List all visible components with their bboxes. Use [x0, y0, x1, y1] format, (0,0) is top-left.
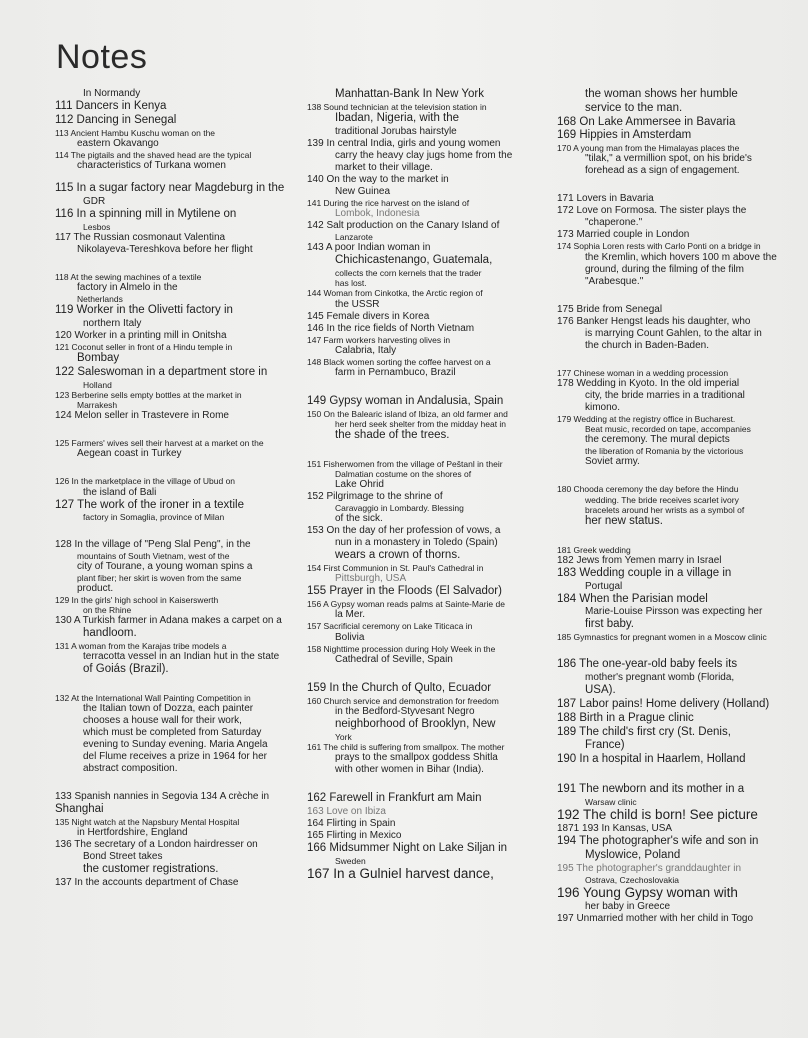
note-continuation: is marrying Count Gahlen, to the altar in — [585, 327, 762, 339]
note-continuation: "tilak," a vermillion spot, on his bride's — [585, 153, 752, 165]
note-continuation: Cathedral of Seville, Spain — [335, 653, 453, 665]
note-text: 118 At the sewing machines of a textile — [55, 271, 202, 282]
note-entry — [307, 357, 547, 379]
note-text: 132 At the International Wall Painting Competition in — [55, 693, 251, 704]
note-text: 162 Farewell in Frankfurt am Main — [307, 791, 482, 804]
note-text: 184 When the Parisian model — [557, 592, 708, 605]
note-continuation: New Guinea — [335, 185, 391, 197]
note-entry — [307, 335, 547, 357]
note-text: 144 Woman from Cinkotka, the Arctic region of — [307, 288, 483, 299]
note-text: 179 Wedding at the registry office in Bucharest. — [557, 413, 736, 424]
note-text: 165 Flirting in Mexico — [307, 829, 402, 841]
note-entry — [307, 311, 547, 323]
note-continuation: Sweden — [335, 855, 366, 866]
note-entry — [557, 726, 797, 754]
note-text: 172 Love on Formosa. The sister plays the — [557, 205, 747, 217]
note-continuation: Lake Ohrid — [335, 479, 384, 491]
note-continuation: prays to the smallpox goddess Shitla — [335, 751, 498, 763]
note-continuation: Dalmatian costume on the shores of — [335, 469, 472, 480]
note-continuation: USA). — [585, 684, 616, 697]
note-continuation: Marrakesh — [77, 400, 118, 411]
note-text: 188 Birth in a Prague clinic — [557, 711, 694, 724]
note-text: 197 Unmarried mother with her child in Togo — [557, 913, 754, 925]
note-text: 115 In a sugar factory near Magdeburg in the — [55, 181, 285, 194]
note-entry — [557, 143, 797, 177]
note-continuation: GDR — [83, 195, 106, 207]
note-continuation: first baby. — [585, 618, 634, 631]
note-entry — [557, 116, 797, 130]
note-continuation: of the sick. — [335, 513, 383, 525]
note-text: 119 Worker in the Olivetti factory in — [55, 304, 233, 317]
note-entry — [557, 316, 797, 352]
note-entry — [557, 807, 797, 823]
note-text: 196 Young Gypsy woman with — [557, 884, 738, 900]
note-continuation: Soviet army. — [585, 456, 640, 468]
note-continuation: factory in Somaglia, province of Milan — [83, 512, 225, 523]
note-entry — [55, 410, 300, 422]
note-entry — [55, 114, 300, 128]
note-continuation: abstract composition. — [83, 763, 178, 775]
note-continuation: neighborhood of Brooklyn, New — [335, 717, 496, 730]
note-continuation: Chichicastenango, Guatemala, — [335, 254, 493, 267]
note-text: 128 In the village of "Peng Slal Peng", in the — [55, 538, 251, 550]
note-continuation: Myslowice, Poland — [585, 848, 681, 861]
note-continuation: Marie-Louise Pirsson was expecting her — [585, 606, 763, 618]
note-entry — [557, 229, 797, 241]
note-entry — [557, 593, 797, 633]
note-continuation: "Arabesque." — [585, 275, 644, 287]
notes-column-2 — [307, 88, 547, 882]
note-text: 142 Salt production on the Canary Island of — [307, 219, 500, 231]
note-entry — [557, 885, 797, 913]
note-text: 138 Sound technician at the television station in — [307, 101, 487, 112]
note-entry — [55, 208, 300, 232]
note-entry — [55, 232, 300, 256]
note-text: 169 Hippies in Amsterdam — [557, 129, 692, 142]
note-text: 1871 193 In Kansas, USA — [557, 823, 673, 835]
note-entry — [307, 742, 547, 776]
note-continuation: kimono. — [585, 401, 621, 413]
note-text: 117 The Russian cosmonaut Valentina — [55, 231, 226, 243]
note-text: 154 First Communion in St. Paul's Cathedral in — [307, 563, 484, 574]
note-text: In Normandy — [83, 88, 141, 99]
note-text: 161 The child is suffering from smallpox. The mother — [307, 741, 505, 752]
note-entry — [307, 88, 547, 102]
note-entry — [557, 658, 797, 698]
note-entry — [307, 409, 547, 443]
note-continuation: plant fiber; her skirt is woven from the same — [77, 572, 242, 583]
note-continuation: York — [335, 731, 352, 742]
note-text: 180 Chooda ceremony the day before the Hindu — [557, 484, 739, 495]
note-text: 159 In the Church of Qulto, Ecuador — [307, 681, 492, 694]
note-entry — [55, 839, 300, 877]
note-entry — [55, 330, 300, 342]
note-continuation: Calabria, Italy — [335, 344, 397, 356]
note-text: 123 Berberine sells empty bottles at the market in — [55, 389, 242, 400]
note-entry — [557, 753, 797, 767]
note-continuation: bracelets around her wrists as a symbol of — [585, 504, 745, 515]
note-text: 185 Gymnastics for pregnant women in a Moscow clinic — [557, 632, 767, 643]
note-text: 143 A poor Indian woman in — [307, 242, 431, 254]
note-text: 156 A Gypsy woman reads palms at Sainte-Marie de — [307, 599, 505, 610]
note-continuation: wedding. The bride receives scarlet ivory — [585, 494, 739, 505]
notes-column-3 — [557, 88, 797, 925]
note-continuation: the customer registrations. — [83, 863, 219, 876]
note-continuation: carry the heavy clay jugs home from the — [335, 149, 513, 161]
note-continuation: Holland — [83, 379, 112, 390]
note-continuation: Pittsburgh, USA — [335, 573, 407, 585]
note-continuation: France) — [585, 739, 625, 752]
note-entry — [307, 288, 547, 310]
note-text: 145 Female divers in Korea — [307, 310, 430, 322]
note-entry — [557, 567, 797, 593]
note-text: 158 Nighttime procession during Holy Week in the — [307, 643, 496, 654]
note-continuation: farm in Pernambuco, Brazil — [335, 366, 456, 378]
note-entry — [55, 791, 300, 817]
note-entry — [557, 241, 797, 287]
note-continuation: service to the man. — [585, 101, 683, 114]
note-continuation: collects the corn kernels that the trader — [335, 267, 482, 278]
note-continuation: del Flume receives a prize in 1964 for her — [83, 751, 267, 763]
note-continuation: Ostrava, Czechoslovakia — [585, 874, 680, 885]
note-entry — [557, 823, 797, 835]
note-entry — [55, 366, 300, 390]
note-text: 183 Wedding couple in a village in — [557, 566, 732, 579]
page-title: Notes — [56, 38, 148, 76]
note-entry — [557, 484, 797, 528]
note-continuation: evening to Sunday evening. Maria Angela — [83, 739, 268, 751]
note-text: 124 Melon seller in Trastevere in Rome — [55, 410, 229, 422]
note-text: 177 Chinese woman in a wedding procession — [557, 367, 729, 378]
note-entry — [55, 272, 300, 304]
note-entry — [557, 698, 797, 712]
note-text: 148 Black women sorting the coffee harvest on a — [307, 356, 491, 367]
note-continuation: Netherlands — [77, 293, 123, 304]
note-continuation: la Mer. — [335, 609, 366, 621]
note-text: 122 Saleswoman in a department store in — [55, 365, 268, 378]
note-continuation: Portugal — [585, 580, 623, 592]
note-entry — [307, 792, 547, 806]
note-text: Manhattan-Bank In New York — [335, 88, 484, 100]
note-text: 112 Dancing in Senegal — [55, 113, 177, 126]
note-entry — [55, 150, 300, 172]
note-entry — [55, 817, 300, 839]
note-continuation: "chaperone." — [585, 217, 643, 229]
note-continuation: the liberation of Romania by the victorious — [585, 446, 744, 457]
note-continuation: wears a crown of thorns. — [335, 549, 461, 562]
note-entry — [55, 88, 300, 100]
note-continuation: city, the bride marries in a traditional — [585, 389, 745, 401]
note-continuation: handloom. — [83, 627, 137, 640]
note-text: 157 Sacrificial ceremony on Lake Titicaca in — [307, 621, 473, 632]
note-text: 195 The photographer's granddaughter in — [557, 862, 742, 874]
note-continuation: Lombok, Indonesia — [335, 207, 420, 219]
note-continuation: Bond Street takes — [83, 851, 163, 863]
note-entry — [55, 476, 300, 498]
note-entry — [557, 783, 797, 807]
note-text: 170 A young man from the Himalayas places the — [557, 143, 740, 154]
note-continuation: in Hertfordshire, England — [77, 827, 188, 839]
note-text: 194 The photographer's wife and son in — [557, 835, 759, 848]
note-continuation: northern Italy — [83, 317, 142, 329]
note-entry — [307, 818, 547, 830]
note-text: 141 During the rice harvest on the island of — [307, 197, 470, 208]
note-text: 173 Married couple in London — [557, 229, 690, 241]
note-continuation: the ceremony. The mural depicts — [585, 434, 730, 446]
note-entry — [307, 459, 547, 491]
note-entry — [557, 632, 797, 642]
note-text: 181 Greek wedding — [557, 544, 631, 555]
note-continuation: market to their village. — [335, 161, 433, 173]
note-text: 189 The child's first cry (St. Denis, — [557, 725, 731, 738]
note-text: 186 The one-year-old baby feels its — [557, 658, 738, 671]
note-continuation: traditional Jorubas hairstyle — [335, 125, 457, 137]
note-text: 178 Wedding in Kyoto. In the old imperial — [557, 377, 740, 389]
note-entry — [307, 102, 547, 138]
note-text: 150 On the Balearic island of Ibiza, an old farmer and — [307, 408, 508, 419]
note-text: 129 In the girls' high school in Kaiserswerth — [55, 595, 219, 605]
note-entry — [307, 696, 547, 742]
note-continuation: Lesbos — [83, 221, 111, 232]
note-entry — [307, 621, 547, 643]
note-text: 190 In a hospital in Haarlem, Holland — [557, 753, 746, 766]
note-text: 135 Night watch at the Napsbury Mental Hospital — [55, 817, 240, 828]
note-entry — [55, 390, 300, 410]
note-text: 155 Prayer in the Floods (El Salvador) — [307, 585, 502, 598]
note-text: 113 Ancient Hambu Kuschu woman on the — [55, 127, 216, 138]
note-entry — [55, 499, 300, 523]
note-entry — [307, 599, 547, 621]
note-entry — [557, 555, 797, 567]
note-text: 171 Lovers in Bavaria — [557, 193, 654, 205]
note-continuation: terracotta vessel in an Indian hut in the state — [83, 651, 280, 663]
note-continuation: Lanzarote — [335, 231, 373, 242]
note-continuation: Ibadan, Nigeria, with the — [335, 111, 460, 124]
note-entry — [55, 128, 300, 150]
note-continuation: nun in a monastery in Toledo (Spain) — [335, 537, 498, 549]
note-entry — [307, 174, 547, 198]
note-entry — [55, 595, 300, 615]
note-continuation: which must be completed from Saturday — [83, 727, 262, 739]
note-text: 126 In the marketplace in the village of Ubud on — [55, 476, 236, 487]
note-continuation: ground, during the filming of the film — [585, 263, 744, 275]
note-text: 136 The secretary of a London hairdresser on — [55, 839, 258, 851]
note-continuation: eastern Okavango — [77, 137, 159, 149]
note-entry — [307, 220, 547, 242]
note-entry — [557, 205, 797, 229]
note-entry — [55, 693, 300, 775]
note-text: 153 On the day of her profession of vows, a — [307, 525, 501, 537]
note-entry — [55, 539, 300, 595]
note-continuation: the Kremlin, which hovers 100 m above the — [585, 251, 777, 263]
note-entry — [55, 438, 300, 460]
note-continuation: with other women in Bihar (India). — [335, 763, 484, 775]
note-text: 120 Worker in a printing mill in Onitsha — [55, 329, 227, 341]
note-text: 163 Love on Ibiza — [307, 805, 386, 817]
note-entry — [307, 395, 547, 409]
note-text: 133 Spanish nannies in Segovia 134 A crèche in — [55, 791, 270, 803]
note-entry — [307, 323, 547, 335]
note-entry — [307, 682, 547, 696]
note-entry — [55, 641, 300, 677]
note-continuation: chooses a house wall for their work, — [83, 715, 242, 727]
note-entry — [557, 129, 797, 143]
note-continuation: the Italian town of Dozza, each painter — [83, 703, 254, 715]
note-entry — [307, 644, 547, 666]
note-text: 152 Pilgrimage to the shrine of — [307, 491, 443, 503]
note-entry — [55, 877, 300, 889]
note-continuation: product. — [77, 583, 114, 594]
note-continuation: Beat music, recorded on tape, accompanies — [585, 423, 751, 434]
note-text: 137 In the accounts department of Chase — [55, 877, 239, 889]
note-continuation: city of Tourane, a young woman spins a — [77, 560, 253, 572]
note-entry — [307, 830, 547, 842]
notes-column-1 — [55, 88, 300, 889]
note-continuation: the USSR — [335, 298, 380, 310]
note-text: 139 In central India, girls and young women — [307, 137, 501, 149]
note-text: 114 The pigtails and the shaved head are the typical — [55, 149, 252, 160]
note-text: 147 Farm workers harvesting olives in — [307, 334, 451, 345]
note-continuation: Warsaw clinic — [585, 796, 637, 807]
note-continuation: Bolivia — [335, 631, 365, 643]
note-continuation: Aegean coast in Turkey — [77, 448, 182, 460]
note-text: 174 Sophia Loren rests with Carlo Ponti on a bridge in — [557, 241, 761, 252]
note-text: 166 Midsummer Night on Lake Siljan in — [307, 841, 508, 854]
note-entry — [557, 835, 797, 863]
note-text: 131 A woman from the Karajas tribe models a — [55, 641, 227, 652]
note-text: 164 Flirting in Spain — [307, 817, 396, 829]
note-entry — [557, 545, 797, 555]
note-entry — [557, 913, 797, 925]
note-entry — [557, 88, 797, 116]
note-entry — [307, 563, 547, 585]
note-continuation: in the Bedford-Styvesant Negro — [335, 705, 475, 717]
note-continuation: the church in Baden-Baden. — [585, 339, 709, 351]
note-text: 125 Farmers' wives sell their harvest at a market on the — [55, 438, 264, 449]
note-entry — [55, 304, 300, 330]
note-entry — [307, 585, 547, 599]
note-entry — [55, 100, 300, 114]
note-continuation: the island of Bali — [83, 486, 157, 498]
note-text: 121 Coconut seller in front of a Hindu temple in — [55, 341, 233, 352]
note-entry — [307, 842, 547, 866]
note-entry — [557, 712, 797, 726]
note-continuation: her new status. — [585, 514, 663, 527]
note-text: 187 Labor pains! Home delivery (Holland) — [557, 698, 770, 711]
note-continuation: on the Rhine — [83, 605, 132, 616]
note-entry — [557, 863, 797, 885]
note-text: 192 The child is born! See picture — [557, 807, 758, 822]
note-entry — [55, 342, 300, 366]
note-entry — [557, 193, 797, 205]
note-text: 167 In a Gulniel harvest dance, — [307, 865, 494, 881]
note-text: 182 Jews from Yemen marry in Israel — [557, 554, 722, 566]
note-continuation: characteristics of Turkana women — [77, 159, 226, 171]
note-entry — [307, 806, 547, 818]
note-text: 160 Church service and demonstration for freedom — [307, 695, 499, 706]
note-entry — [557, 368, 797, 378]
note-continuation: her baby in Greece — [585, 901, 671, 913]
note-continuation: her herd seek shelter from the midday heat in — [335, 418, 507, 429]
note-text: 168 On Lake Ammersee in Bavaria — [557, 115, 736, 128]
note-entry — [55, 182, 300, 208]
note-entry — [307, 525, 547, 563]
note-entry — [55, 615, 300, 641]
note-continuation: Caravaggio in Lombardy. Blessing — [335, 503, 464, 514]
note-entry — [307, 491, 547, 525]
note-text: 116 In a spinning mill in Mytilene on — [55, 207, 237, 220]
note-text: 127 The work of the ironer in a textile — [55, 498, 245, 511]
note-text: 140 On the way to the market in — [307, 173, 449, 185]
note-entry — [307, 198, 547, 220]
note-continuation: Bombay — [77, 352, 120, 365]
note-continuation: Shanghai — [55, 803, 104, 816]
note-entry — [307, 138, 547, 174]
note-continuation: the shade of the trees. — [335, 429, 450, 442]
note-continuation: mountains of South Vietnam, west of the — [77, 550, 230, 561]
note-text: 175 Bride from Senegal — [557, 303, 663, 315]
note-entry — [557, 304, 797, 316]
note-text: 111 Dancers in Kenya — [55, 100, 167, 112]
note-entry — [307, 242, 547, 288]
note-entry — [557, 378, 797, 414]
note-text: 176 Banker Hengst leads his daughter, who — [557, 315, 751, 327]
note-text: 146 In the rice fields of North Vietnam — [307, 322, 475, 334]
note-continuation: Nikolayeva-Tereshkova before her flight — [77, 243, 253, 255]
note-continuation: mother's pregnant womb (Florida, — [585, 672, 735, 684]
note-continuation: forehead as a sign of engagement. — [585, 165, 740, 177]
note-entry — [307, 866, 547, 882]
note-text: 149 Gypsy woman in Andalusia, Spain — [307, 394, 504, 407]
note-continuation: factory in Almelo in the — [77, 281, 178, 293]
note-continuation: of Goiás (Brazil). — [83, 663, 169, 676]
note-text: 130 A Turkish farmer in Adana makes a carpet on a — [55, 615, 282, 627]
note-continuation: has lost. — [335, 278, 367, 289]
note-text: the woman shows her humble — [585, 88, 738, 100]
note-text: 191 The newborn and its mother in a — [557, 783, 745, 796]
note-text: 151 Fisherwomen from the village of Peštanl in their — [307, 458, 503, 469]
note-entry — [557, 414, 797, 469]
